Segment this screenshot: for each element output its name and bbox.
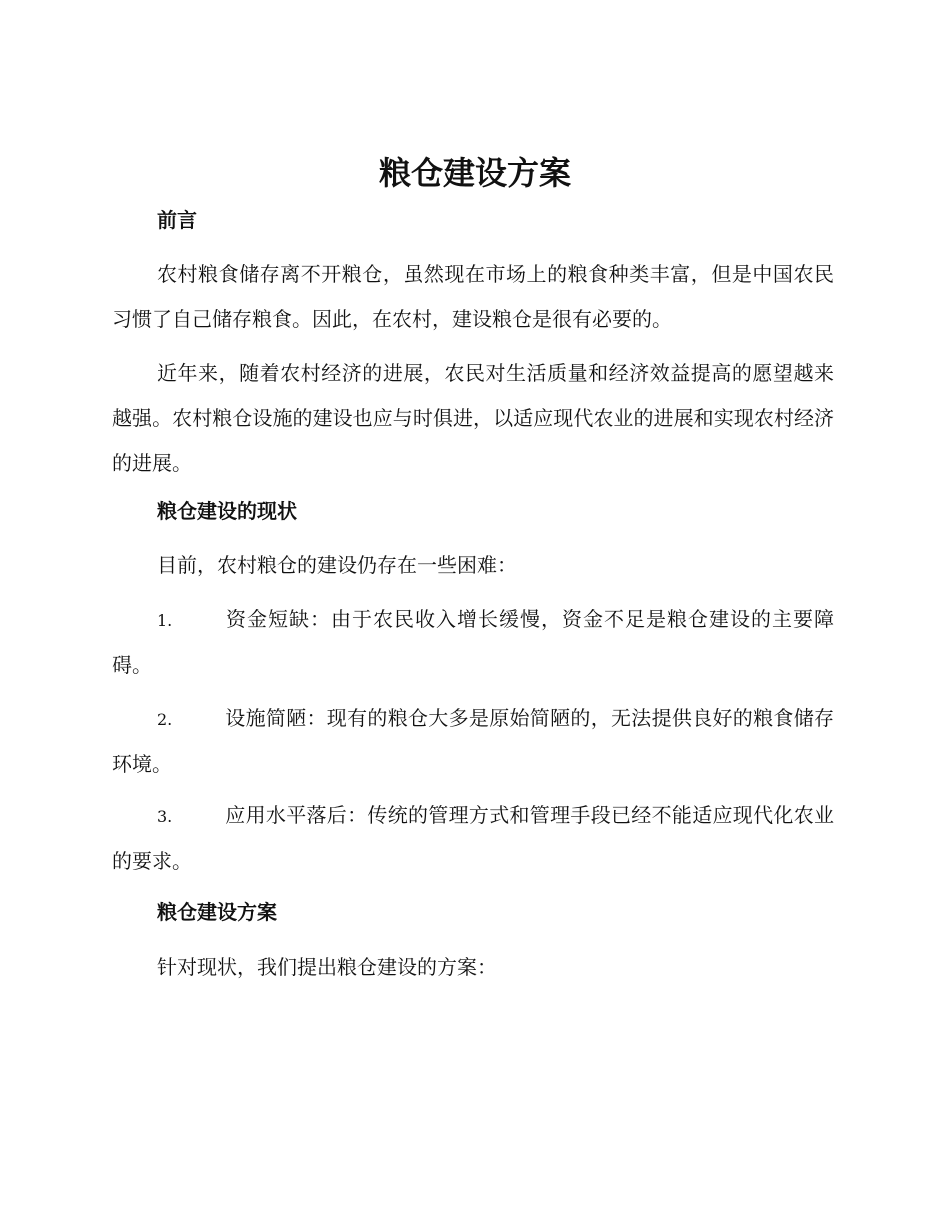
section-heading-plan: 粮仓建设方案 <box>157 900 277 924</box>
list-item-number: 1. <box>157 611 173 630</box>
list-item <box>112 793 834 884</box>
paragraph: 农村粮食储存离不开粮仓，虽然现在市场上的粮食种类丰富，但是中国农民习惯了自己储存粮食。因此，在农村，建设粮仓是很有必要的。 <box>112 262 834 331</box>
list-item-number: 3. <box>157 807 173 826</box>
paragraph: 目前，农村粮仓的建设仍存在一些困难： <box>157 553 517 577</box>
section-heading-status: 粮仓建设的现状 <box>157 499 297 523</box>
list-item <box>112 696 834 787</box>
paragraph: 针对现状，我们提出粮仓建设的方案： <box>157 955 497 979</box>
list-item-text: 应用水平落后：传统的管理方式和管理手段已经不能适应现代化农业的要求。 <box>112 803 834 873</box>
document-title: 粮仓建设方案 <box>378 154 571 192</box>
list-item-number: 2. <box>157 710 173 729</box>
list-item <box>112 597 834 688</box>
section-heading-preface: 前言 <box>157 208 197 232</box>
list-item-text: 设施简陋：现有的粮仓大多是原始简陋的，无法提供良好的粮食储存环境。 <box>112 706 834 776</box>
list-item-text: 资金短缺：由于农民收入增长缓慢，资金不足是粮仓建设的主要障碍。 <box>112 607 834 677</box>
paragraph: 近年来，随着农村经济的进展，农民对生活质量和经济效益提高的愿望越来越强。农村粮仓设施的建设也应与时俱进，以适应现代农业的进展和实现农村经济的进展。 <box>112 361 834 475</box>
